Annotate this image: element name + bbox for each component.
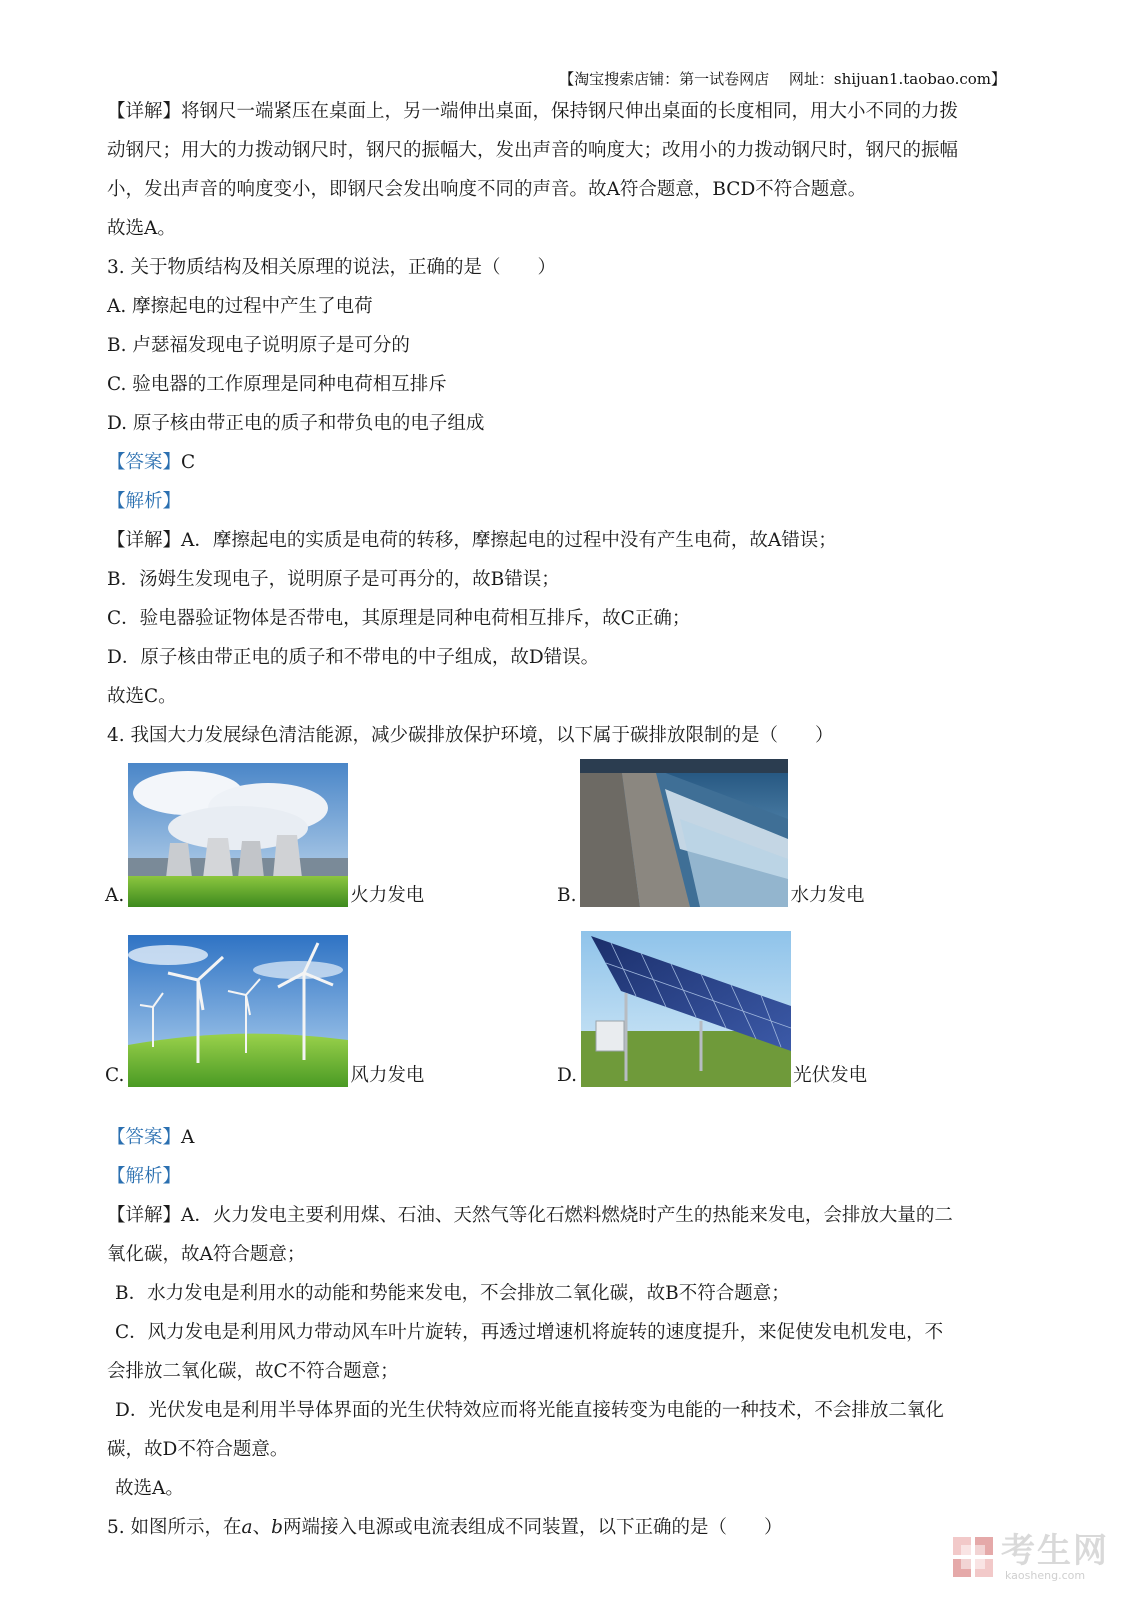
q3-option-d: D. 原子核由带正电的质子和带负电的电子组成: [107, 413, 485, 434]
q4-option-d: [557, 931, 867, 1087]
q4-detail-a-cont: 氧化碳，故A符合题意；: [107, 1244, 306, 1265]
q4-detail-b: B．水力发电是利用水的动能和势能来发电，不会排放二氧化碳，故B不符合题意；: [115, 1283, 790, 1304]
q3-option-b: B. 卢瑟福发现电子说明原子是可分的: [107, 335, 410, 356]
q4-detail-d-cont: 碳，故D不符合题意。: [107, 1439, 289, 1460]
q4-analysis-tag: 【解析】: [107, 1166, 182, 1187]
q3-stem: 3. 关于物质结构及相关原理的说法，正确的是（ ）: [107, 257, 557, 278]
q3-option-c: C. 验电器的工作原理是同种电荷相互排斥: [107, 374, 447, 395]
store-header: 【淘宝搜索店铺：第一试卷网店 网址：shijuan1.taobao.com】: [559, 70, 1006, 88]
option-letter: C.: [105, 1065, 125, 1086]
q4-detail-a: [107, 1196, 1037, 1235]
option-caption: 风力发电: [350, 1065, 425, 1086]
detail-tag: 【详解】: [107, 101, 182, 122]
answer-tag: 【答案】: [107, 452, 182, 473]
q5-stem: [107, 1508, 1037, 1547]
q3-detail-a: [107, 521, 1037, 560]
stem-text: 两端接入电源或电流表组成不同装置，以下正确的是（ ）: [282, 1517, 783, 1538]
watermark-text: [1001, 1532, 1109, 1582]
option-letter: A.: [105, 885, 125, 906]
wind-turbines-image: [128, 935, 348, 1087]
watermark-cn: 考生网: [1001, 1531, 1109, 1571]
answer-tag: 【答案】: [107, 1127, 182, 1148]
q3-detail-d: D．原子核由带正电的质子和不带电的中子组成，故D错误。: [107, 647, 600, 668]
q4-answer: [107, 1118, 1037, 1157]
q2-conclusion: 故选A。: [107, 218, 176, 239]
detail-text: A．摩擦起电的实质是电荷的转移，摩擦起电的过程中没有产生电荷，故A错误；: [181, 530, 837, 551]
separator: 、: [252, 1517, 272, 1538]
q4-detail-c-cont: 会排放二氧化碳，故C不符合题意；: [107, 1361, 399, 1382]
answer-value: A: [181, 1127, 195, 1148]
q3-conclusion: 故选C。: [107, 686, 177, 707]
answer-value: C: [181, 452, 196, 473]
q4-stem: 4. 我国大力发展绿色清洁能源，减少碳排放保护环境，以下属于碳排放限制的是（ ）: [107, 725, 834, 746]
var-b: b: [271, 1517, 283, 1538]
q2-detail-line: 小，发出声音的响度变小，即钢尺会发出响度不同的声音。故A符合题意，BCD不符合题意。: [107, 179, 867, 200]
q2-detail-line: [107, 92, 1037, 131]
option-caption: 火力发电: [350, 885, 425, 906]
cooling-towers-image: [128, 763, 348, 907]
q3-detail-b: B．汤姆生发现电子，说明原子是可再分的，故B错误；: [107, 569, 560, 590]
page-content: [107, 92, 1037, 1547]
detail-tag: 【详解】: [107, 530, 182, 551]
q3-answer: [107, 443, 1037, 482]
option-caption: 水力发电: [790, 885, 865, 906]
q4-option-a: [105, 763, 424, 907]
q3-detail-c: C．验电器验证物体是否带电，其原理是同种电荷相互排斥，故C正确；: [107, 608, 691, 629]
q4-option-b: [557, 759, 865, 907]
watermark-url: kaosheng.com: [1005, 1569, 1086, 1582]
detail-text: A．火力发电主要利用煤、石油、天然气等化石燃料燃烧时产生的热能来发电，会排放大量的二: [181, 1205, 953, 1226]
kaosheng-logo-icon: [951, 1535, 995, 1579]
q2-detail-line: 动钢尺；用大的力拨动钢尺时，钢尺的振幅大，发出声音的响度大；改用小的力拨动钢尺时，钢尺的振幅: [107, 140, 959, 161]
option-letter: B.: [557, 885, 577, 906]
q4-detail-c: C．风力发电是利用风力带动风车叶片旋转，再透过增速机将旋转的速度提升，来促使发电机发电，不: [115, 1322, 944, 1343]
detail-tag: 【详解】: [107, 1205, 182, 1226]
stem-text: 5. 如图所示，在: [107, 1517, 242, 1538]
detail-text: 将钢尺一端紧压在桌面上，另一端伸出桌面，保持钢尺伸出桌面的长度相同，用大小不同的力拨: [181, 101, 959, 122]
option-caption: 光伏发电: [793, 1065, 868, 1086]
q4-detail-d: D．光伏发电是利用半导体界面的光生伏特效应而将光能直接转变为电能的一种技术，不会排放二氧化: [115, 1400, 944, 1421]
solar-panels-image: [581, 931, 791, 1087]
q4-option-c: [105, 935, 424, 1087]
option-letter: D.: [557, 1065, 578, 1086]
q4-conclusion: 故选A。: [115, 1478, 184, 1499]
hydro-dam-image: [580, 759, 788, 907]
var-a: a: [241, 1517, 253, 1538]
watermark: [951, 1532, 1109, 1582]
q4-options: [107, 763, 1037, 1118]
q3-analysis-tag: 【解析】: [107, 491, 182, 512]
q3-option-a: A. 摩擦起电的过程中产生了电荷: [107, 296, 373, 317]
